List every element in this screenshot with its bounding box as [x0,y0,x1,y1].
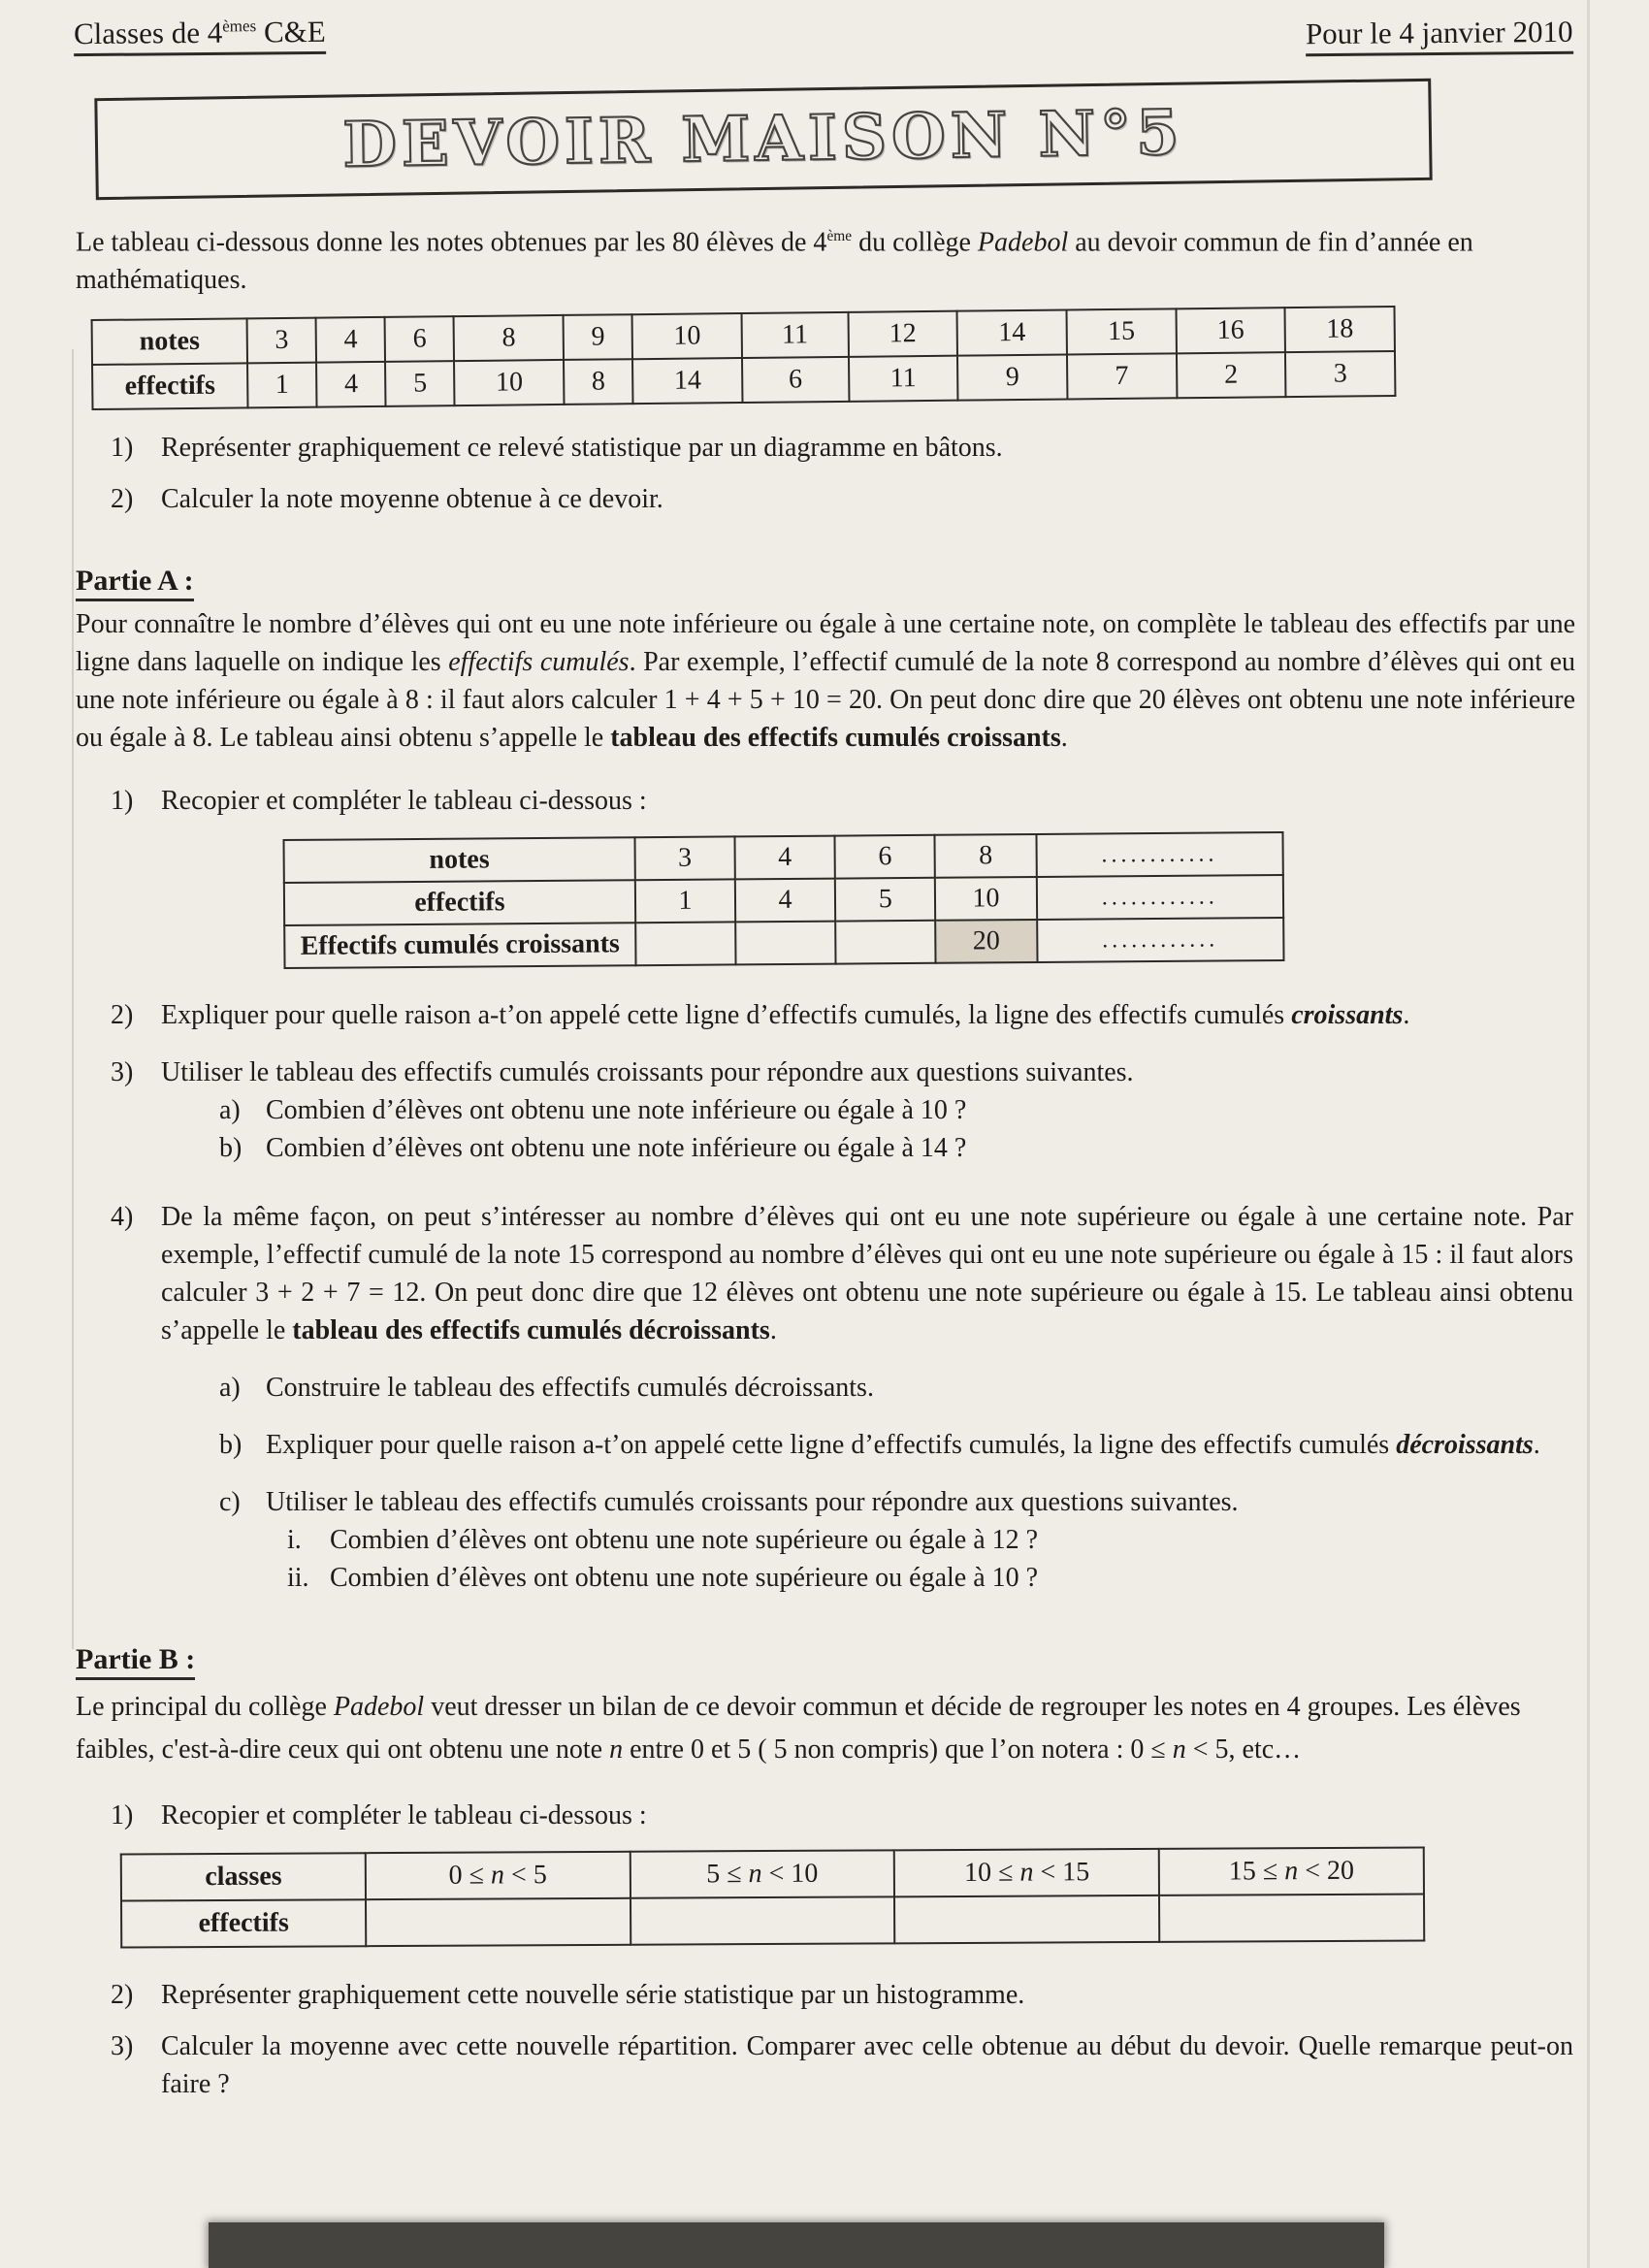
croissants-emphasis: croissants [1291,1000,1404,1031]
scan-artifact-left-line [72,349,74,1649]
effectifs-cumules-emphasis: effectifs cumulés [448,647,630,678]
variable-n: n [490,1860,505,1891]
college-name: Padebol [333,1692,425,1723]
table-cell: 5 [835,878,936,922]
page-title: DEVOIR MAISON N°5 [341,96,1185,182]
table-cell: 8 [564,360,633,405]
partie-a-heading-text: Partie A : [76,565,194,601]
question-text: Expliquer pour quelle raison a-t’on appelé cette ligne d’effectifs cumulés, la ligne des effectifs cumulés [161,1000,1292,1031]
classes-table [120,1847,1425,1949]
table-cell: 8 [935,834,1037,878]
range-text: < 5 [503,1860,547,1891]
partie-b-question-3 [111,2027,1573,2103]
table-cell-class-range [894,1849,1159,1896]
partie-a-heading [76,565,1649,601]
row-label: notes [283,838,634,884]
class-label [74,15,326,56]
question-letter: b) [219,1133,242,1164]
partie-b-paragraph [76,1686,1575,1771]
table-cell: 3 [247,318,317,364]
question-text: Calculer la moyenne avec cette nouvelle répartition. Comparer avec celle obtenue au début du devoir. Quelle remarque peut-on faire ? [161,2031,1573,2100]
intro-text: du collège [852,227,978,258]
table-cell-empty [635,923,736,966]
table-cell: 4 [734,836,835,880]
partie-a-question-4a [219,1369,1573,1407]
table-cell: 10 [935,877,1037,921]
row-label: effectifs [92,364,247,410]
table-cell: 10 [454,360,564,405]
table-cell-class-range [366,1852,630,1899]
table-cell: 1 [635,880,736,923]
question-number: 1) [111,786,134,817]
range-text: < 15 [1033,1857,1090,1888]
question-number: 2) [111,1980,134,2011]
table-cell-highlighted-20: 20 [936,920,1038,963]
question-text: Recopier et compléter le tableau ci-dessous : [161,1800,647,1831]
range-text: < 10 [761,1859,819,1890]
variable-n: n [1172,1734,1186,1766]
table-cell: 18 [1285,307,1395,352]
partie-a-question-1 [111,782,1573,820]
question-text: . [1533,1430,1540,1461]
range-text: 15 ≤ [1228,1856,1285,1887]
table-cell: 11 [849,356,958,402]
question-text: Combien d’élèves ont obtenu une note supérieure ou égale à 10 ? [330,1563,1039,1594]
partie-a-question-4b [219,1426,1573,1464]
table-cell-empty [735,922,836,965]
partie-b-heading [76,1643,1649,1680]
tableau-decroissants-bold: tableau des effectifs cumulés décroissants [292,1315,770,1346]
question-1 [111,429,1573,467]
table-cell-dots: ............ [1036,875,1283,920]
table-cell: 16 [1176,308,1285,353]
decroissants-emphasis: décroissants [1396,1430,1534,1461]
question-letter: a) [219,1095,241,1126]
row-label: effectifs [121,1900,366,1948]
question-number: 3) [111,1057,134,1088]
scan-artifact-bottom-bar [209,2222,1384,2268]
question-number: 4) [111,1202,134,1233]
row-label: notes [92,319,247,366]
cumulative-table [282,831,1284,969]
table-cell: 6 [835,835,936,879]
question-text: Combien d’élèves ont obtenu une note inférieure ou égale à 10 ? [266,1095,967,1126]
title-box [94,79,1432,200]
table-cell: 1 [247,363,317,408]
partie-a-question-4c [219,1483,1573,1521]
question-text: Expliquer pour quelle raison a-t’on appelé cette ligne d’effectifs cumulés, la ligne des effectifs cumulés [266,1430,1397,1461]
question-number: 3) [111,2031,134,2062]
table-row-cumules [284,918,1283,968]
table-cell-dots: ............ [1036,832,1283,877]
notes-table [91,306,1397,410]
question-text: Recopier et compléter le tableau ci-dessous : [161,786,647,817]
table-cell: 9 [564,315,633,361]
class-label-text: Classes de 4 [73,15,223,51]
variable-n: n [748,1859,762,1890]
table-row-classes [121,1848,1424,1901]
table-cell: 4 [316,317,386,363]
table-cell: 6 [385,316,455,362]
question-number: 2) [111,1000,134,1031]
partie-a-question-3b [219,1129,1573,1167]
question-text: Utiliser le tableau des effectifs cumulés croissants pour répondre aux questions suivantes. [161,1057,1134,1088]
table-cell: 8 [454,315,564,361]
tableau-croissants-bold: tableau des effectifs cumulés croissants [610,723,1061,754]
question-letter: a) [219,1373,241,1404]
range-text: 5 ≤ [706,1859,749,1890]
range-text: < 20 [1298,1856,1355,1887]
question-number: 1) [111,1800,134,1831]
table-cell-class-range [1159,1848,1424,1895]
table-row-effectifs [121,1895,1424,1948]
class-label-sup: èmes [222,16,257,36]
range-text: 0 ≤ [448,1860,492,1892]
question-roman: i. [287,1525,302,1556]
table-cell: 12 [848,311,957,357]
table-cell-dots: ............ [1037,918,1284,962]
college-name: Padebol [977,227,1069,258]
range-text: 10 ≤ [963,1857,1020,1889]
question-text: . [769,1315,777,1346]
question-letter: b) [219,1430,242,1461]
table-cell-empty [1159,1895,1424,1942]
question-text: Calculer la note moyenne obtenue à ce devoir. [161,484,663,515]
table-cell: 6 [742,357,849,403]
question-text: Construire le tableau des effectifs cumulés décroissants. [266,1373,874,1404]
table-cell-empty [894,1895,1159,1943]
table-cell-class-range [630,1851,894,1898]
question-text: De la même façon, on peut s’intéresser au nombre d’élèves qui ont eu une note supérieure ou égale à une certaine note. Par exemple, l’effectif cumulé de la note 15 correspond au nombre d’élèves qui ont eu une note supérieure ou égale à 15 : il faut alors calculer 3 + 2 + 7 = 12. On peut donc dire que 12 élèves ont obtenu une note supérieure ou égale à 15. Le tableau ainsi obtenu s’appelle le [161,1202,1573,1346]
partie-a-text: . Par exemple, l’effectif cumulé de la note 8 correspond au nombre d’élèves qui ont eu une note inférieure ou égale à 8 : il faut alors calculer 1 + 4 + 5 + 10 = 20. On peut donc dire que 20 élèves ont obtenu une note inférieure ou égale à 8. Le tableau ainsi obtenu s’appelle le [76,647,1575,754]
class-label-suffix: C&E [256,14,326,49]
row-label: Effectifs cumulés croissants [284,923,635,969]
question-number: 1) [111,433,134,464]
intro-text: au devoir commun de fin d’année en mathématiques. [76,227,1473,296]
table-cell: 11 [741,312,848,358]
partie-a-question-3 [111,1053,1573,1091]
table-cell: 10 [632,313,742,359]
table-cell: 9 [957,355,1067,401]
partie-a-text: . [1060,723,1068,754]
question-letter: c) [219,1487,241,1518]
question-text: Représenter graphiquement ce relevé statistique par un diagramme en bâtons. [161,433,1003,464]
partie-a-question-4c-ii [287,1559,1573,1597]
partie-a-question-2 [111,996,1573,1034]
partie-b-question-2 [111,1976,1573,2014]
partie-a-question-4 [111,1198,1573,1349]
question-text: Combien d’élèves ont obtenu une note inférieure ou égale à 14 ? [266,1133,967,1164]
question-text: Combien d’élèves ont obtenu une note supérieure ou égale à 12 ? [330,1525,1039,1556]
due-date-label [1306,15,1573,56]
partie-b-text: veut dresser un bilan de ce devoir commun et décide de regrouper les notes en 4 groupes. Les élèves faibles, c'est-à-dire ceux qui ont obtenu une note [76,1692,1521,1766]
partie-b-text: < 5, etc… [1185,1734,1302,1766]
question-roman: ii. [287,1563,309,1594]
partie-a-paragraph [76,605,1575,757]
row-label: classes [121,1854,366,1901]
table-cell: 14 [632,358,742,404]
partie-b-question-1 [111,1797,1573,1834]
table-cell: 14 [957,310,1067,356]
variable-n: n [1284,1856,1299,1887]
intro-text: Le tableau ci-dessous donne les notes obtenues par les 80 élèves de 4 [76,227,827,258]
question-text: Utiliser le tableau des effectifs cumulés croissants pour répondre aux questions suivantes. [266,1487,1239,1518]
intro-paragraph [76,217,1575,299]
table-cell: 5 [385,361,455,406]
table-cell: 15 [1066,309,1176,355]
table-cell: 7 [1067,354,1177,400]
partie-b-heading-text: Partie B : [76,1643,195,1680]
scan-artifact-right-line [1587,0,1590,2268]
question-number: 2) [111,484,134,515]
partie-a-question-3a [219,1091,1573,1129]
variable-n: n [609,1734,624,1766]
partie-b-text: entre 0 et 5 ( 5 non compris) que l’on notera : 0 ≤ [623,1734,1173,1766]
row-label: effectifs [284,881,635,926]
partie-a-question-4c-i [287,1521,1573,1559]
variable-n: n [1019,1857,1034,1888]
intro-sup: ème [826,228,853,244]
table-cell: 4 [735,879,836,923]
table-cell: 4 [316,362,386,407]
table-cell: 3 [1285,351,1395,397]
page-header [0,0,1649,55]
table-cell-empty [366,1898,630,1946]
partie-b-text: Le principal du collège [76,1692,334,1723]
partie-a-text: Pour connaître le nombre d’élèves qui ont eu une note inférieure ou égale à une certaine note, on complète le tableau des effectifs par une ligne dans laquelle on indique les [76,609,1575,678]
question-text: Représenter graphiquement cette nouvelle série statistique par un histogramme. [161,1980,1025,2011]
table-cell: 2 [1177,352,1286,398]
due-date-text: Pour le 4 janvier 2010 [1306,14,1574,51]
table-cell: 3 [634,837,735,881]
question-2 [111,480,1573,518]
question-text: . [1403,1000,1410,1031]
table-cell-empty [835,921,936,964]
table-cell-empty [630,1897,895,1945]
